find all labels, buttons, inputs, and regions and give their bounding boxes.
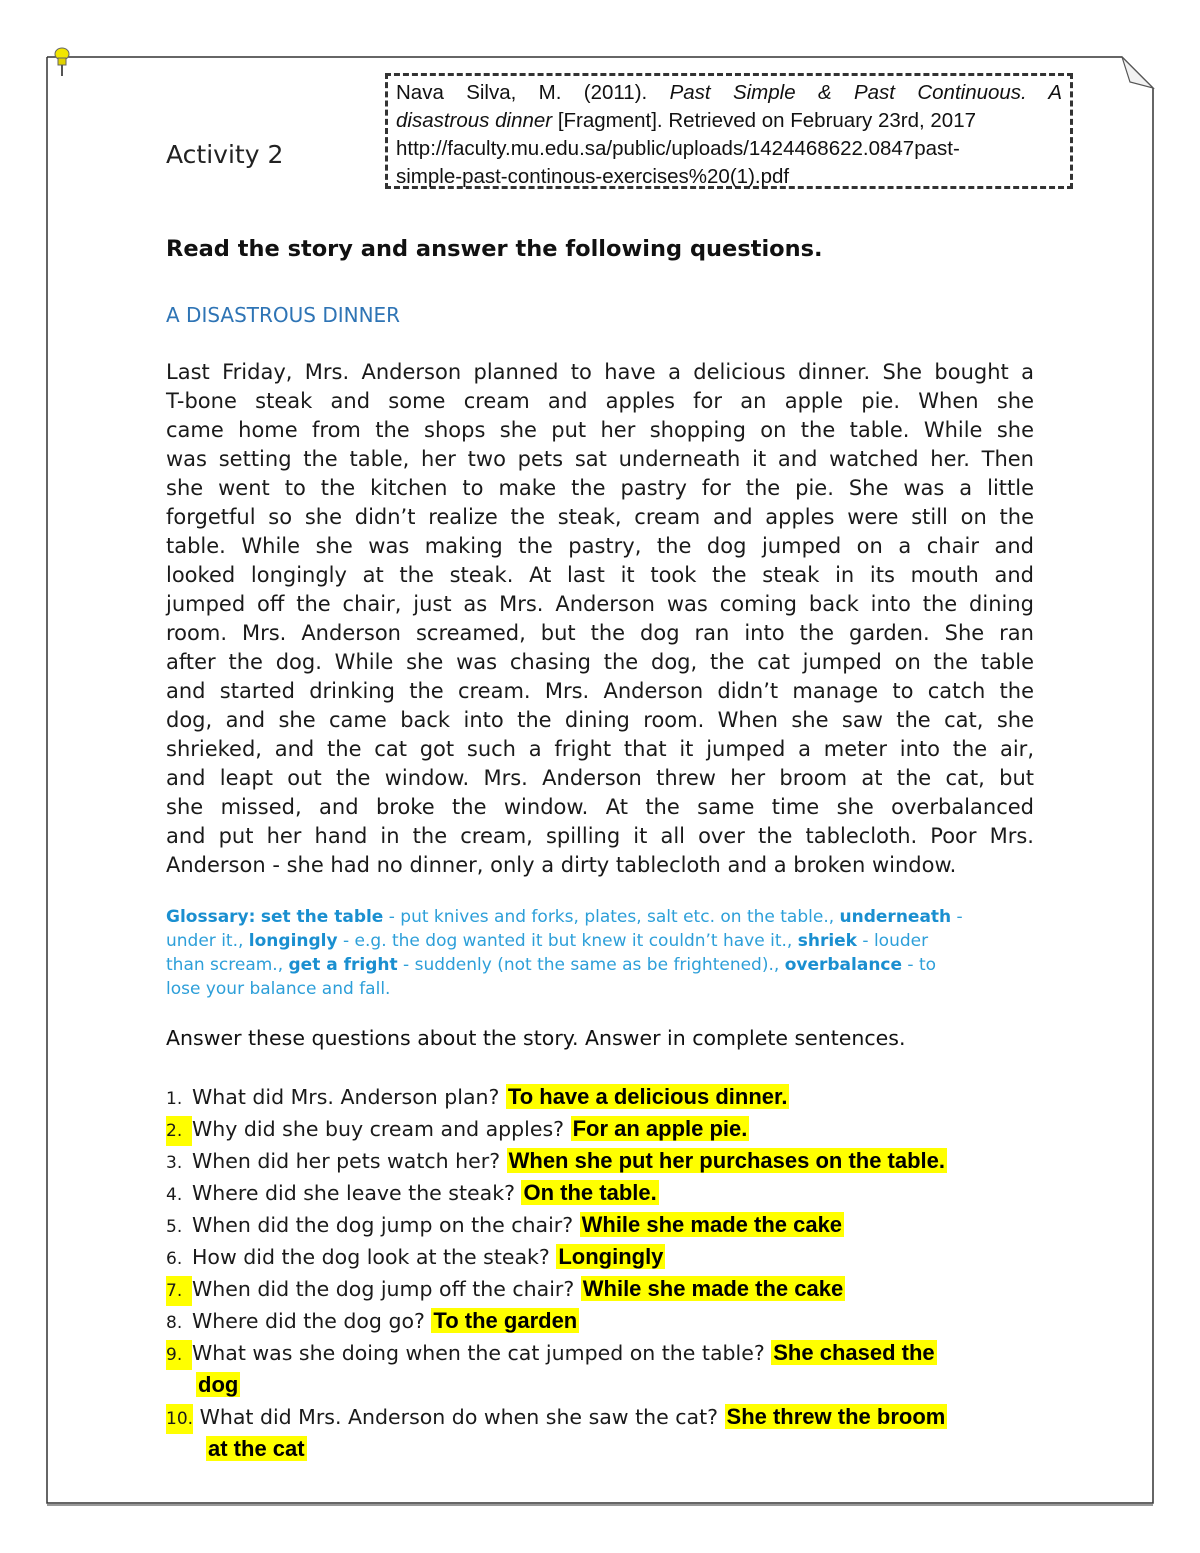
glossary-line-4: lose your balance and fall. <box>166 979 391 999</box>
answer-highlight: When she put her purchases on the table. <box>508 1148 946 1173</box>
question-item <box>166 1114 749 1146</box>
glossary-term: overbalance <box>784 955 903 975</box>
answer-highlight: She chased the <box>773 1340 935 1365</box>
story-line: after the dog. While she was chasing the dog, the cat jumped on the table <box>166 650 1034 674</box>
glossary-label: Glossary: <box>166 907 256 927</box>
glossary-line-2 <box>166 929 1034 953</box>
story-line: she missed, and broke the window. At the same time she overbalanced <box>166 795 1034 819</box>
story-line: jumped off the chair, just as Mrs. Anderson was coming back into the dining <box>166 592 1034 616</box>
story-line: came home from the shops she put her shopping on the table. While she <box>166 418 1034 442</box>
story-line: dog, and she came back into the dining room. When she saw the cat, she <box>166 708 1034 732</box>
question-number: 10. <box>166 1404 193 1434</box>
question-number: 3. <box>166 1153 183 1173</box>
citation-retrieved: [Fragment]. Retrieved on February 23rd, 2017 <box>552 109 977 132</box>
citation-author: Nava Silva, M. (2011). <box>396 81 670 104</box>
glossary-definition: - <box>951 907 963 927</box>
glossary-definition: under it., <box>166 931 249 951</box>
story-line: shrieked, and the cat got such a fright that it jumped a meter into the air, <box>166 737 1034 761</box>
question-text: What was she doing when the cat jumped on the table? <box>192 1341 772 1365</box>
question-item <box>166 1146 947 1178</box>
question-text: Where did the dog go? <box>192 1309 432 1333</box>
citation-box <box>385 73 1073 189</box>
question-item <box>166 1402 947 1464</box>
story-line: T-bone steak and some cream and apples for an apple pie. When she <box>166 389 1034 413</box>
citation-title-part2: disastrous dinner <box>396 109 553 132</box>
citation-line-1 <box>396 79 1062 107</box>
story-line: looked longingly at the steak. At last it took the steak in its mouth and <box>166 563 1034 587</box>
question-number: 8. <box>166 1313 183 1333</box>
story-title: A DISASTROUS DINNER <box>166 303 401 327</box>
story-line: and started drinking the cream. Mrs. Anderson didn’t manage to catch the <box>166 679 1034 703</box>
glossary <box>166 905 1034 1001</box>
question-item <box>166 1306 579 1338</box>
answer-highlight: Longingly <box>558 1244 664 1269</box>
story-line: Anderson - she had no dinner, only a dirty tablecloth and a broken window. <box>166 853 957 877</box>
story-line: room. Mrs. Anderson screamed, but the dog ran into the garden. She ran <box>166 621 1034 645</box>
citation-line-2 <box>396 107 1062 135</box>
question-item <box>166 1338 937 1400</box>
glossary-definition: - suddenly (not the same as be frightened)., <box>397 955 785 975</box>
question-number: 7. <box>166 1276 192 1306</box>
answer-highlight: For an apple pie. <box>572 1116 748 1141</box>
question-item <box>166 1242 665 1274</box>
question-number: 9. <box>166 1340 192 1370</box>
activity-title: Activity 2 <box>166 140 284 169</box>
question-number: 1. <box>166 1089 183 1109</box>
answer-highlight: She threw the broom <box>726 1404 946 1429</box>
question-item <box>166 1178 659 1210</box>
answer-highlight-continued: dog <box>198 1372 239 1397</box>
answer-highlight: While she made the cake <box>581 1212 843 1237</box>
question-text: When did the dog jump off the chair? <box>192 1277 581 1301</box>
instruction-heading: Read the story and answer the following questions. <box>166 236 823 262</box>
story-line: forgetful so she didn’t realize the steak, cream and apples were still on the <box>166 505 1034 529</box>
question-text: What did Mrs. Anderson plan? <box>192 1085 506 1109</box>
question-text: When did the dog jump on the chair? <box>192 1213 580 1237</box>
glossary-term: set the table <box>260 907 384 927</box>
question-text: Where did she leave the steak? <box>192 1181 522 1205</box>
questions-intro: Answer these questions about the story. Answer in complete sentences. <box>166 1026 906 1050</box>
glossary-definition: - to <box>902 955 937 975</box>
story-line: and put her hand in the cream, spilling it all over the tablecloth. Poor Mrs. <box>166 824 1034 848</box>
glossary-line-1 <box>166 905 1034 929</box>
question-number: 4. <box>166 1185 183 1205</box>
question-number: 2. <box>166 1116 192 1146</box>
question-text: Why did she buy cream and apples? <box>192 1117 571 1141</box>
glossary-definition: - louder <box>857 931 929 951</box>
story-line: Last Friday, Mrs. Anderson planned to have a delicious dinner. She bought a <box>166 360 1034 384</box>
glossary-definition: than scream., <box>166 955 289 975</box>
glossary-line-3 <box>166 953 1034 977</box>
glossary-definition: - e.g. the dog wanted it but knew it couldn’t have it., <box>337 931 798 951</box>
glossary-term: underneath <box>839 907 952 927</box>
citation-title-part1: Past Simple & Past Continuous. A <box>669 81 1062 104</box>
question-item <box>166 1274 845 1306</box>
story-line: table. While she was making the pastry, the dog jumped on a chair and <box>166 534 1034 558</box>
question-number: 6. <box>166 1249 183 1269</box>
glossary-term: get a fright <box>288 955 398 975</box>
glossary-definition: - put knives and forks, plates, salt etc. on the table., <box>383 907 840 927</box>
story-line: she went to the kitchen to make the pastry for the pie. She was a little <box>166 476 1034 500</box>
glossary-term: longingly <box>248 931 338 951</box>
answer-highlight: While she made the cake <box>582 1276 844 1301</box>
question-item <box>166 1210 844 1242</box>
story-line: and leapt out the window. Mrs. Anderson threw her broom at the cat, but <box>166 766 1034 790</box>
question-text: When did her pets watch her? <box>192 1149 507 1173</box>
question-number: 5. <box>166 1217 183 1237</box>
pushpin-icon <box>49 46 75 78</box>
answer-highlight: To have a delicious dinner. <box>507 1084 788 1109</box>
citation-url-line-1: http://faculty.mu.edu.sa/public/uploads/1424468622.0847past- <box>396 137 960 160</box>
answer-highlight: To the garden <box>433 1308 578 1333</box>
glossary-term: shriek <box>797 931 857 951</box>
answer-highlight: On the table. <box>523 1180 657 1205</box>
answer-highlight-continued: at the cat <box>208 1436 305 1461</box>
question-item <box>166 1082 789 1114</box>
question-text: What did Mrs. Anderson do when she saw the cat? <box>193 1405 725 1429</box>
citation-url-line-2: simple-past-continous-exercises%20(1).pdf <box>396 165 790 188</box>
question-text: How did the dog look at the steak? <box>192 1245 557 1269</box>
story-text <box>166 358 1034 880</box>
story-line: was setting the table, her two pets sat underneath it and watched her. Then <box>166 447 1034 471</box>
